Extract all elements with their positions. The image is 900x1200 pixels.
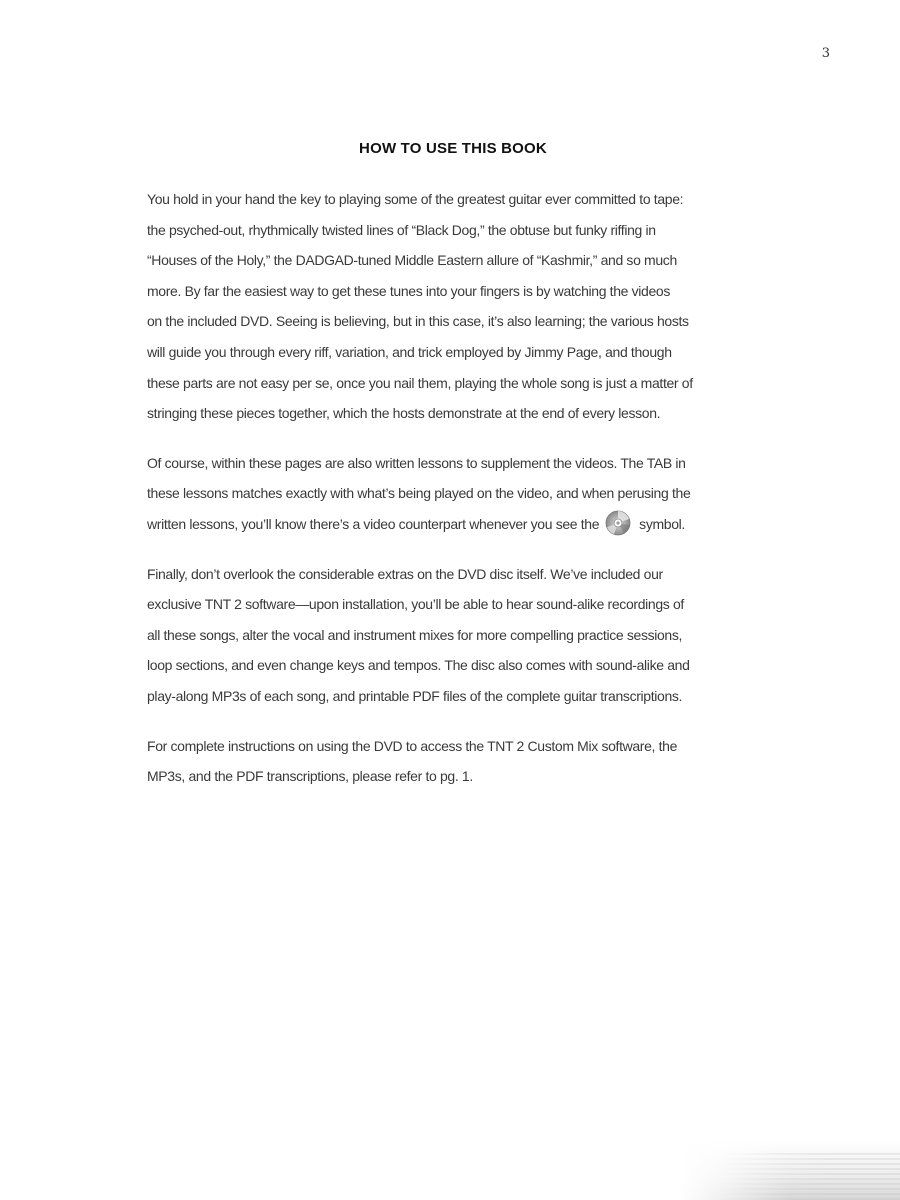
text-line: Finally, don’t overlook the considerable extras on the DVD disc itself. We’ve included our <box>147 565 663 582</box>
text-line: Of course, within these pages are also written lessons to supplement the videos. The TAB in <box>147 454 686 471</box>
body-text <box>147 184 761 811</box>
text-line: play-along MP3s of each song, and printable PDF files of the complete guitar transcriptions. <box>147 687 683 704</box>
text-line: these parts are not easy per se, once you nail them, playing the whole song is just a matter of <box>147 374 693 391</box>
paragraph-extras <box>147 559 761 712</box>
text-line-with-icon <box>147 509 761 540</box>
text-line: more. By far the easiest way to get these tunes into your fingers is by watching the videos <box>147 282 670 299</box>
text-line: the psyched-out, rhythmically twisted lines of “Black Dog,” the obtuse but funky riffing in <box>147 221 656 238</box>
text-line: all these songs, alter the vocal and instrument mixes for more compelling practice sessions, <box>147 626 683 643</box>
text-line: “Houses of the Holy,” the DADGAD-tuned Middle Eastern allure of “Kashmir,” and so much <box>147 252 677 269</box>
text-line: For complete instructions on using the DVD to access the TNT 2 Custom Mix software, the <box>147 737 678 754</box>
text-segment: written lessons, you’ll know there’s a video counterpart whenever you see the <box>147 515 600 532</box>
text-line: stringing these pieces together, which the hosts demonstrate at the end of every lesson. <box>147 405 661 422</box>
paragraph-instructions <box>147 731 761 792</box>
dvd-disc-icon <box>605 510 631 536</box>
text-segment: symbol. <box>639 515 685 532</box>
text-line: exclusive TNT 2 software—upon installation, you’ll be able to hear sound-alike recordings of <box>147 596 684 613</box>
page-title: HOW TO USE THIS BOOK <box>359 140 547 157</box>
paragraph-written-lessons <box>147 448 761 540</box>
page-number: 3 <box>821 46 830 61</box>
paragraph-intro <box>147 184 761 429</box>
text-line: You hold in your hand the key to playing some of the greatest guitar ever committed to tape: <box>147 191 684 207</box>
text-line: will guide you through every riff, variation, and trick employed by Jimmy Page, and though <box>147 343 672 360</box>
text-line: these lessons matches exactly with what’s being played on the video, and when perusing the <box>147 485 691 502</box>
text-line: on the included DVD. Seeing is believing, but in this case, it’s also learning; the various hosts <box>147 313 689 330</box>
text-line: MP3s, and the PDF transcriptions, please refer to pg. 1. <box>147 768 473 785</box>
page-corner-texture <box>720 1150 900 1200</box>
text-line: loop sections, and even change keys and tempos. The disc also comes with sound-alike and <box>147 657 690 674</box>
